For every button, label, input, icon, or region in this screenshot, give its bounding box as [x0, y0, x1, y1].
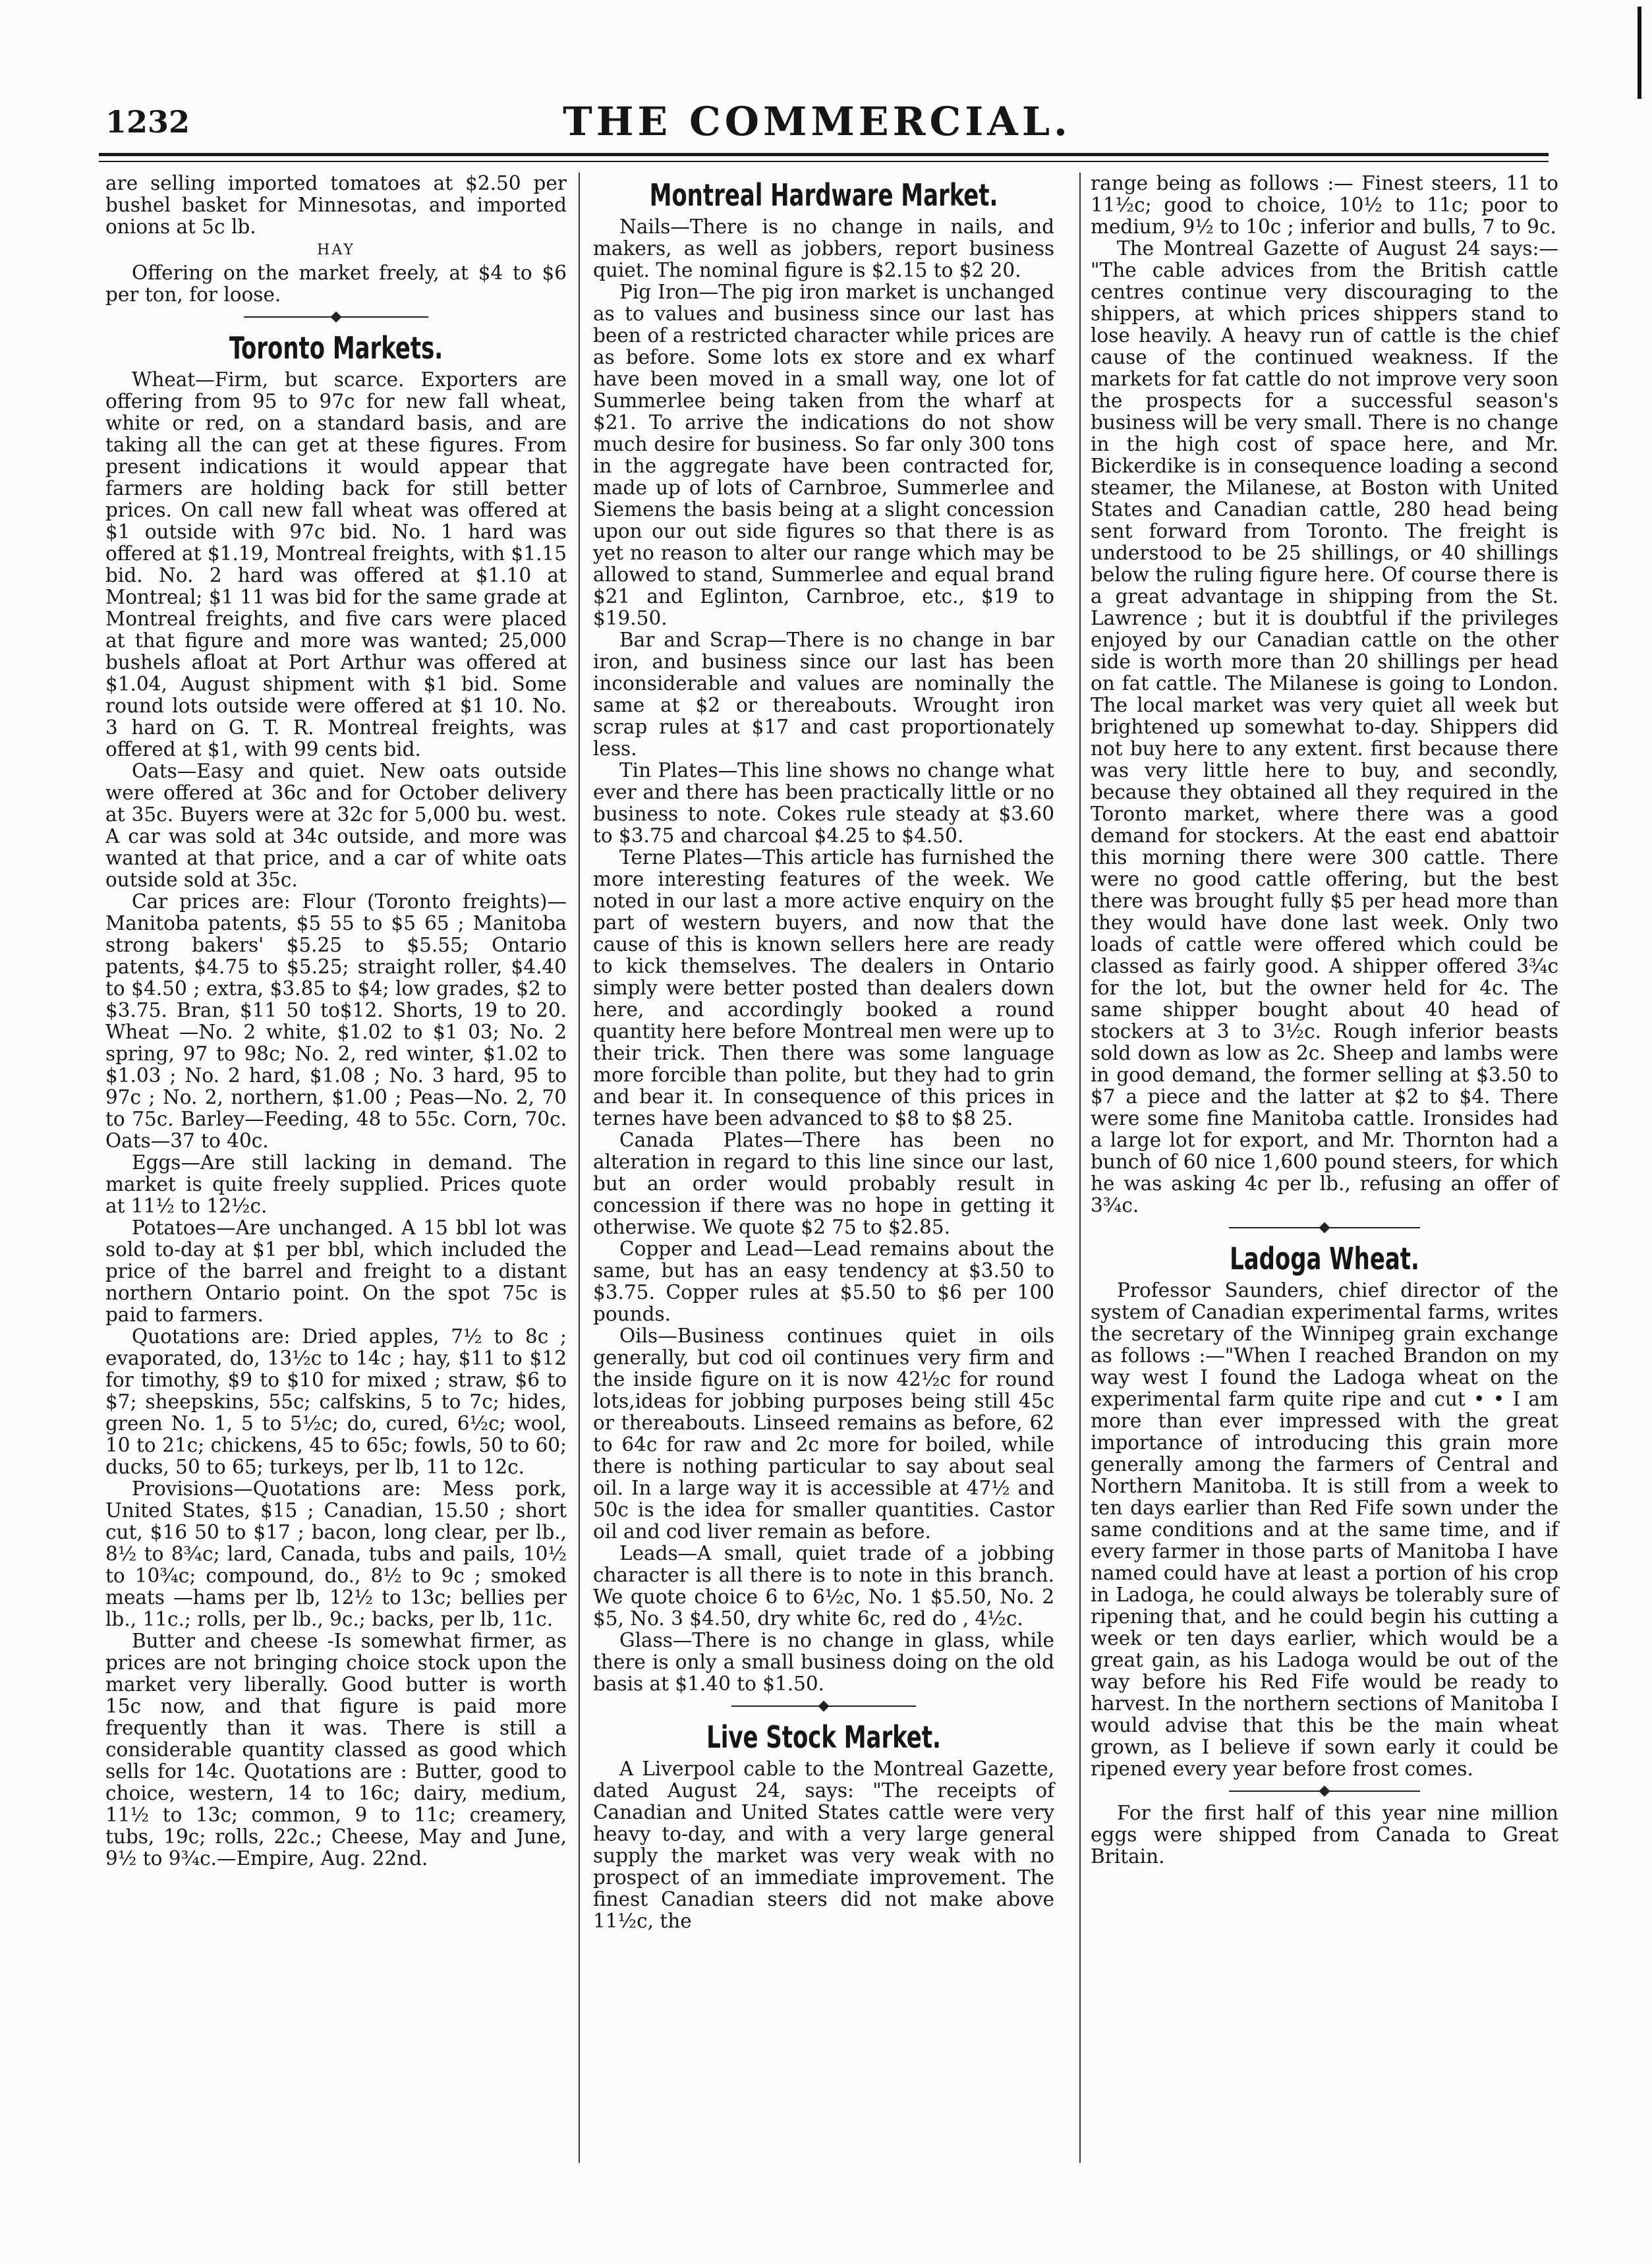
paragraph: The Montreal Gazette of August 24 says:— "The cable advices from the British cattle centres continue very discouraging to the shippers, at which prices shippers stand to lose heavily. A heavy run of cattle is the chief cause of the continued weakness. If the markets for fat cattle do not improve very soon the prospects for a successful season's business will be very small. There is no change in the high cost of space here, and Mr. Bickerdike is in consequence loading a second steamer, the Milanese, at Boston with United States and Canadian cattle, 280 head being sent forward from Toronto. The freight is understood to be 25 shillings, or 40 shillings below the ruling figure here. Of course there is a great advantage in shipping from the St. Lawrence ; but it is doubtful if the privileges enjoyed by our Canadian cattle on the other side is worth more than 20 shillings per head on fat cattle. The Milanese is going to London. The local market was very quiet all week but brightened up somewhat to-day. Shippers did not buy here to any extent. first because there was very little here to buy, and secondly, because they obtained all they required in the Toronto market, where there was a good demand for stockers. At the east end abattoir this morning there were 300 cattle. There were no good cattle offering, but the best there was brought fully $5 per head more than they would have done last week. Only two loads of cattle were offered which could be classed as fairly good. A shipper offered 3¾c for the lot, but the owner held for 4c. The same shipper bought about 40 head of stockers at 3 to 3½c. Rough inferior beasts sold down as low as 2c. Sheep and lambs were in good demand, the former selling at $3.50 to $7 a piece and the latter at $2 to $4. There were some fine Manitoba cattle. Ironsides had a large lot for export, and Mr. Thornton had a bunch of 60 nice 1,600 pound steers, for which he was asking 4c per lb., refusing an offer of 3¾c.	[1091, 237, 1558, 1217]
paragraph: Oats—Easy and quiet. New oats outside were offered at 36c and for October delivery at 35c. Buyers were at 32c for 5,000 bu. west. A car was sold at 34c outside, and more was wanted at that price, and a car of white oats outside sold at 35c.	[105, 760, 567, 891]
page-header	[99, 99, 1535, 145]
section-ornament	[105, 308, 567, 326]
paragraph: Car prices are: Flour (Toronto freights)—Manitoba patents, $5 55 to $5 65 ; Manitoba strong bakers' $5.25 to $5.55; Ontario patents, $4.75 to $5.25; straight roller, $4.40 to $4.50 ; extra, $3.85 to $4; low grades, $2 to $3.75. Bran, $11 50 to$12. Shorts, 19 to 20. Wheat —No. 2 white, $1.02 to $1 03; No. 2 spring, 97 to 98c; No. 2, red winter, $1.02 to $1.03 ; No. 2 hard, $1.08 ; No. 3 hard, 95 to 97c ; No. 2, northern, $1.00 ; Peas—No. 2, 70 to 75c. Barley—Feeding, 48 to 55c. Corn, 70c. Oats—37 to 40c.	[105, 890, 567, 1152]
section-ornament	[1091, 1219, 1558, 1236]
paragraph: Terne Plates—This article has furnished the more interesting features of the week. We noted in our last a more active enquiry on the part of western buyers, and now that the cause of this is known sellers here are ready to kick themselves. The dealers in Ontario simply were better posted than dealers down here, and accordingly booked a round quantity here before Montreal men were up to their trick. Then there was some language more forcible than polite, but they had to grin and bear it. In consequence of this prices in ternes have been advanced to $8 to $8 25.	[593, 846, 1054, 1130]
paragraph: range being as follows :— Finest steers, 11 to 11½c; good to choice, 10½ to 11c; poor to medium, 9½ to 10c ; inferior and bulls, 7 to 9c.	[1091, 172, 1558, 238]
column-2	[593, 173, 1054, 1932]
column-divider-2	[1079, 173, 1081, 2163]
paragraph: A Liverpool cable to the Montreal Gazette, dated August 24, says: "The receipts of Canadian and United States cattle were very heavy to-day, and with a very large general supply the market was very weak with no prospect of an immediate improvement. The finest Canadian steers did not make above 11½c, the	[593, 1758, 1054, 1932]
paragraph: Copper and Lead—Lead remains about the same, but has an easy tendency at $3.50 to $3.75. Copper rules at $5.50 to $6 per 100 pounds.	[593, 1238, 1054, 1325]
paragraph: Glass—There is no change in glass, while there is only a small business doing on the old basis at $1.40 to $1.50.	[593, 1629, 1054, 1695]
paragraph: Offering on the market freely, at $4 to $6 per ton, for loose.	[105, 262, 567, 306]
paragraph: Butter and cheese -Is somewhat firmer, as prices are not bringing choice stock upon the market very liberally. Good butter is worth 15c now, and that figure is paid more frequently than it was. There is still a considerable quantity classed as good which sells for 14c. Quotations are : Butter, good to choice, western, 14 to 16c; dairy, medium, 11½ to 13c; common, 9 to 11c; creamery, tubs, 19c; rolls, 22c.; Cheese, May and June, 9½ to 9¾c.—Empire, Aug. 22nd.	[105, 1630, 567, 1870]
paragraph: Oils—Business continues quiet in oils generally, but cod oil continues very firm and the inside figure on it is now 42½c for round lots,ideas for jobbing purposes being still 45c or thereabouts. Linseed remains as before, 62 to 64c for raw and 2c more for boiled, while there is nothing particular to say about seal oil. In a large way it is accessible at 47½ and 50c is the idea for smaller quantities. Castor oil and cod liver remain as before.	[593, 1325, 1054, 1543]
header-rule-thin	[99, 161, 1549, 162]
section-ornament	[1091, 1783, 1558, 1800]
column-divider-1	[579, 173, 580, 2163]
subheading-hay: HAY	[317, 242, 355, 258]
paragraph: Wheat—Firm, but scarce. Exporters are offering from 95 to 97c for new fall wheat, white or red, on a standard basis, and are taking all the can get at these figures. From present indications it would appear that farmers are holding back for still better prices. On call new fall wheat was offered at $1 outside with 97c bid. No. 1 hard was offered at $1.19, Montreal freights, with $1.15 bid. No. 2 hard was offered at $1.10 at Montreal; $1 11 was bid for the same grade at Montreal freights, and five cars were placed at that figure and more was wanted; 25,000 bushels afloat at Port Arthur was offered at $1.04, August shipment with $1 bid. Some round lots outside were offered at $1 10. No. 3 hard on G. T. R. Montreal freights, was offered at $1, with 99 cents bid.	[105, 368, 567, 760]
paragraph: For the first half of this year nine million eggs were shipped from Canada to Great Britain.	[1091, 1802, 1558, 1868]
paragraph: Tin Plates—This line shows no change what ever and there has been practically little or no business to note. Cokes rule steady at $3.60 to $3.75 and charcoal $4.25 to $4.50.	[593, 759, 1054, 847]
section-title-toronto-markets: Toronto Markets.	[229, 330, 443, 366]
section-title-live-stock: Live Stock Market.	[706, 1719, 941, 1755]
column-1	[105, 173, 567, 1870]
column-3	[1091, 173, 1558, 1868]
page-number: 1232	[105, 104, 190, 140]
paragraph: Eggs—Are still lacking in demand. The market is quite freely supplied. Prices quote at 11½ to 12½c.	[105, 1151, 567, 1217]
paragraph: Bar and Scrap—There is no change in bar iron, and business since our last has been inconsiderable and values are nominally the same at $2 or thereabouts. Wrought iron scrap rules at $17 and cast proportionately less.	[593, 629, 1054, 760]
header-rule	[99, 153, 1549, 156]
paragraph: are selling imported tomatoes at $2.50 per bushel basket for Minnesotas, and imported onions at 5c lb.	[105, 172, 567, 238]
paragraph: Potatoes—Are unchanged. A 15 bbl lot was sold to-day at $1 per bbl, which included the price of the barrel and freight to a distant northern Ontario point. On the spot 75c is paid to farmers.	[105, 1217, 567, 1326]
page-edge-mark	[1638, 7, 1641, 99]
paragraph: Provisions—Quotations are: Mess pork, United States, $15 ; Canadian, 15.50 ; short cut, $16 50 to $17 ; bacon, long clear, per lb., 8½ to 8¾c; lard, Canada, tubs and pails, 10½ to 10¾c; compound, do., 8½ to 9c ; smoked meats —hams per lb, 12½ to 13c; bellies per lb., 11c.; rolls, per lb., 9c.; backs, per lb, 11c.	[105, 1477, 567, 1630]
paragraph: Canada Plates—There has been no alteration in regard to this line since our last, but an order would probably result in concession if there was no hope in getting it otherwise. We quote $2 75 to $2.85.	[593, 1129, 1054, 1238]
paragraph: Professor Saunders, chief director of the system of Canadian experimental farms, writes the secretary of the Winnipeg grain exchange as follows :—"When I reached Brandon on my way west I found the Ladoga wheat on the experimental farm quite ripe and cut • • I am more than ever impressed with the great importance of introducing this grain more generally among the farmers of Central and Northern Manitoba. It is still from a week to ten days earlier than Red Fife sown under the same conditions and at the same time, and if every farmer in those parts of Manitoba I have named could have at least a portion of his crop in Ladoga, he could always be tolerably sure of ripening that, and he could begin his cutting a week or ten days earlier, which would be a great gain, as his Ladoga would be out of the way before his Red Fife would be ready to harvest. In the northern sections of Manitoba I would advise that this be the main wheat grown, as I believe if sown early it could be ripened every year before frost comes.	[1091, 1279, 1558, 1780]
paragraph: Quotations are: Dried apples, 7½ to 8c ; evaporated, do, 13½c to 14c ; hay, $11 to $12 for timothy, $9 to $10 for mixed ; straw, $6 to $7; sheepskins, 55c; calfskins, 5 to 7c; hides, green No. 1, 5 to 5½c; do, cured, 6½c; wool, 10 to 21c; chickens, 45 to 65c; fowls, 50 to 60; ducks, 50 to 65; turkeys, per lb, 11 to 12c.	[105, 1325, 567, 1478]
paragraph: Nails—There is no change in nails, and makers, as well as jobbers, report business quiet. The nominal figure is $2.15 to $2 20.	[593, 215, 1054, 281]
section-ornament	[593, 1698, 1054, 1715]
section-title-montreal-hardware: Montreal Hardware Market.	[649, 177, 998, 213]
section-title-ladoga-wheat: Ladoga Wheat.	[1230, 1241, 1419, 1276]
paragraph: Leads—A small, quiet trade of a jobbing character is all there is to note in this branch. We quote choice 6 to 6½c, No. 1 $5.50, No. 2 $5, No. 3 $4.50, dry white 6c, red do , 4½c.	[593, 1542, 1054, 1630]
paragraph: Pig Iron—The pig iron market is unchanged as to values and business since our last has been of a restricted character while prices are as before. Some lots ex store and ex wharf have been moved in a small way, one lot of Summerlee being taken from the wharf at $21. To arrive the indications do not show much desire for business. So far only 300 tons in the aggregate have been contracted for, made up of lots of Carnbroe, Summerlee and Siemens the basis being at a slight concession upon our out side figures so that there is as yet no reason to alter our range which may be allowed to stand, Summerlee and equal brand $21 and Eglinton, Carnbroe, etc., $19 to $19.50.	[593, 281, 1054, 629]
masthead-title: THE COMMERCIAL.	[563, 99, 1071, 145]
